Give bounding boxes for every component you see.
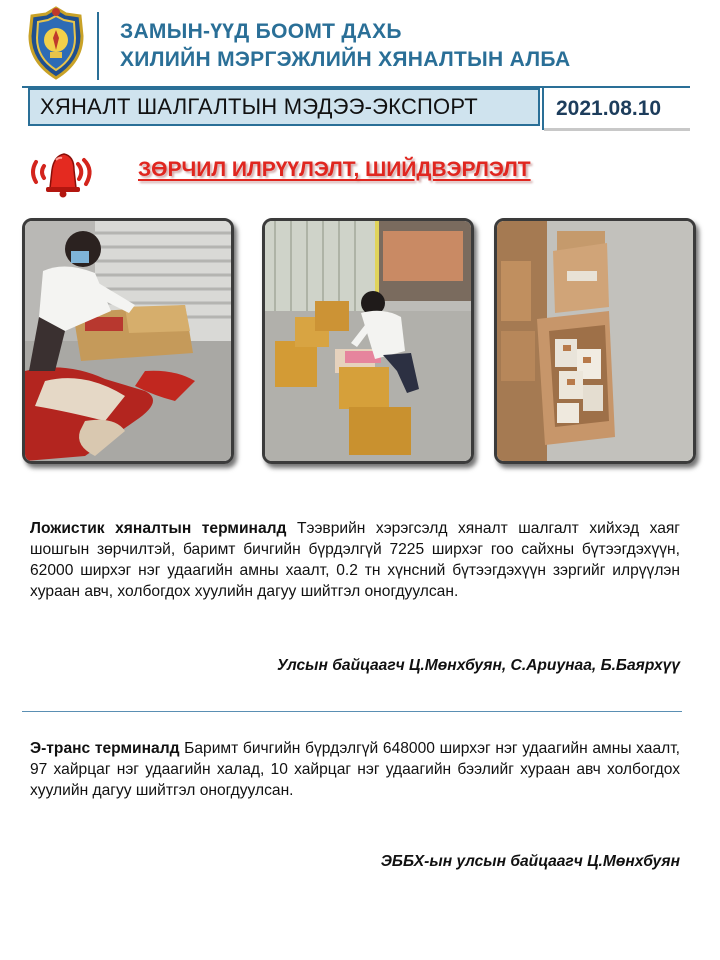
report-2-text: Баримт бичгийн бүрдэлгүй 648000 ширхэг нэг удаагийн амны хаалт, 97 хайрцаг нэг удаагийн халад, 10 хайрцаг нэг удаагийн бээлийг хураан авч холбогдох хуулийн дагуу шийтгэл оногдуулсан. — [30, 740, 680, 799]
report-1-text: Тээврийн хэрэгсэлд хяналт шалгалт хийхэд хаяг шошгын зөрчилтэй, баримт бичгийн бүрдэлгүй 7225 ширхэг гоо сайхны бүтээгдэхүүн, 62000 ширхэг нэг удаагийн амны хаалт, 0.2 тн хүнсний бүтээгдэхүүн зэргийг илрүүлэн хураан авч, холбогдох хуулийн дагуу шийтгэл оногдуулсан. — [30, 520, 680, 600]
report-paragraph-1 — [30, 518, 680, 602]
report-date: 2021.08.10 — [556, 97, 662, 120]
report-1-terminal: Ложистик хяналтын терминалд — [30, 520, 287, 537]
alarm-bell-icon — [26, 146, 98, 198]
report-paragraph-2 — [30, 738, 680, 801]
date-box-shadow — [544, 128, 690, 131]
emblem-icon — [26, 6, 86, 80]
organization-title — [120, 18, 700, 74]
photo-inspector-with-bags — [22, 218, 234, 464]
header-divider — [97, 12, 99, 80]
org-title-line-1: ЗАМЫН-ҮҮД БООМТ ДАХЬ — [120, 20, 402, 43]
org-title-line-2: ХИЛИЙН МЭРГЭЖЛИЙН ХЯНАЛТЫН АЛБА — [120, 48, 571, 71]
photo-opened-boxes — [494, 218, 696, 464]
report-banner-title: ХЯНАЛТ ШАЛГАЛТЫН МЭДЭЭ-ЭКСПОРТ — [40, 94, 478, 119]
violation-heading: ЗӨРЧИЛ ИЛРҮҮЛЭЛТ, ШИЙДВЭРЛЭЛТ — [138, 158, 531, 181]
section-divider — [22, 711, 682, 712]
report-1-inspector: Улсын байцаагч Ц.Мөнхбуян, С.Ариунаа, Б.Баярхүү — [277, 657, 680, 674]
report-2-terminal: Э-транс терминалд — [30, 740, 180, 757]
photo-inspector-with-boxes — [262, 218, 474, 464]
report-2-inspector: ЭББХ-ын улсын байцаагч Ц.Мөнхбуян — [380, 853, 680, 870]
